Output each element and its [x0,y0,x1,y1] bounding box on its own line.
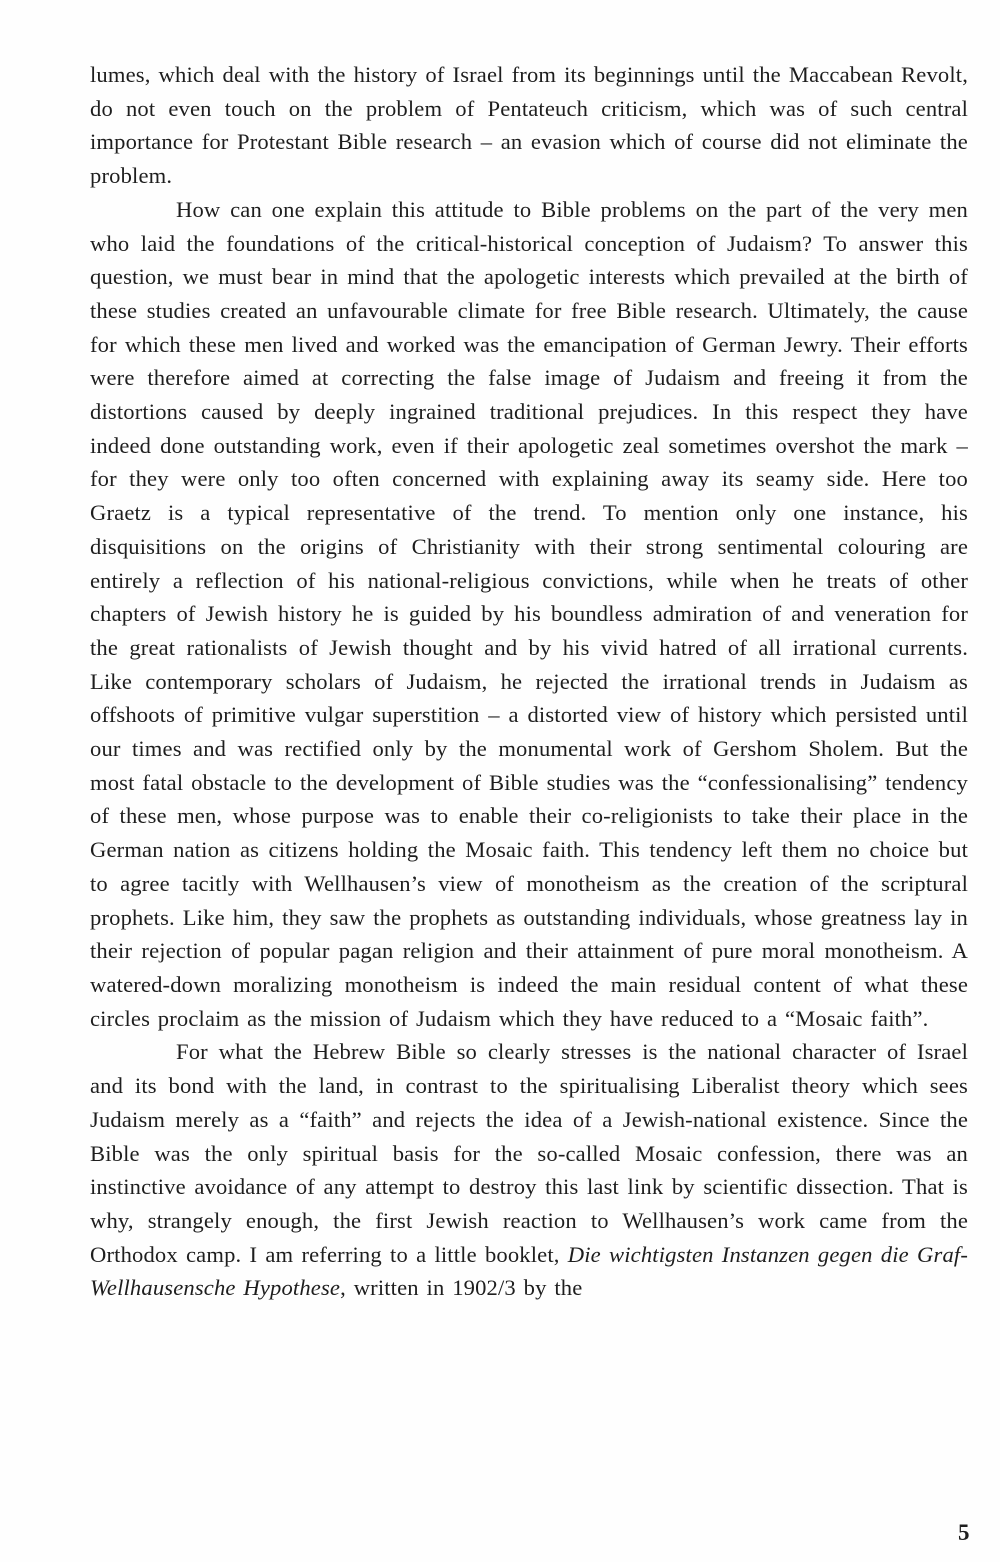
paragraph-2 [90,193,968,1036]
paragraph-2-text: How can one explain this attitude to Bible problems on the part of the very men who laid the foundations of the critical-historical conception of Judaism? To answer this question, we must bear in mind that the apologetic interests which prevailed at the birth of these studies created an unfavourable climate for free Bible research. Ultimately, the cause for which these men lived and worked was the emancipation of German Jewry. Their efforts were therefore aimed at correcting the false image of Judaism and freeing it from the distortions caused by deeply ingrained traditional prejudices. In this respect they have indeed done outstanding work, even if their apologetic zeal sometimes overshot the mark – for they were only too often concerned with explaining away its seamy side. Here too Graetz is a typical representative of the trend. To mention only one instance, his disquisitions on the origins of Christianity with their strong sentimental colouring are entirely a reflection of his national-religious convictions, while when he treats of other chapters of Jewish history he is guided by his boundless admiration of and veneration for the great rationalists of Jewish thought and by his vivid hatred of all irrational currents. Like contemporary scholars of Judaism, he rejected the irrational trends in Judaism as offshoots of primitive vulgar superstition – a distorted view of history which persisted until our times and was rectified only by the monumental work of Gershom Sholem. But the most fatal obstacle to the development of Bible studies was the “confessionalising” tendency of these men, whose purpose was to enable their co-religionists to take their place in the German nation as citizens holding the Mosaic faith. This tendency left them no choice but to agree tacitly with Wellhausen’s view of monotheism as the creation of the scriptural prophets. Like him, they saw the prophets as outstanding individuals, whose greatness lay in their rejection of popular pagan religion and their attainment of pure moral monotheism. A watered-down moralizing monotheism is indeed the main residual content of what these circles proclaim as the mission of Judaism which they have reduced to a “Mosaic faith”. [90,196,968,1031]
paragraph-3-text: For what the Hebrew Bible so clearly stresses is the national character of Israel and its bond with the land, in contrast to the spiritualising Liberalist theory which sees Judaism merely as a “faith” and rejects the idea of a Jewish-national existence. Since the Bible was the only spiritual basis for the so-called Mosaic confession, there was an instinctive avoidance of any attempt to destroy this last link by scientific dissection. That is why, strangely enough, the first Jewish reaction to Wellhausen’s work came from the Orthodox camp. I am referring to a little booklet, [90,1039,968,1267]
paragraph-3 [90,1035,968,1305]
book-title-italic: Die wichtigsten Instanzen gegen die Graf-Wellhausensche Hypothese [90,1241,969,1301]
paragraph-1-text: lumes, which deal with the history of Israel from its beginnings until the Maccabean Revolt, do not even touch on the problem of Pentateuch criticism, which was of such central importance for Protestant Bible research – an evasion which of course did not eliminate the problem. [90,62,968,189]
paragraph-1 [90,58,968,193]
body-text [90,58,968,1305]
paragraph-3-text-end: , written in 1902/3 by the [340,1275,583,1301]
page-number: 5 [958,1520,970,1545]
